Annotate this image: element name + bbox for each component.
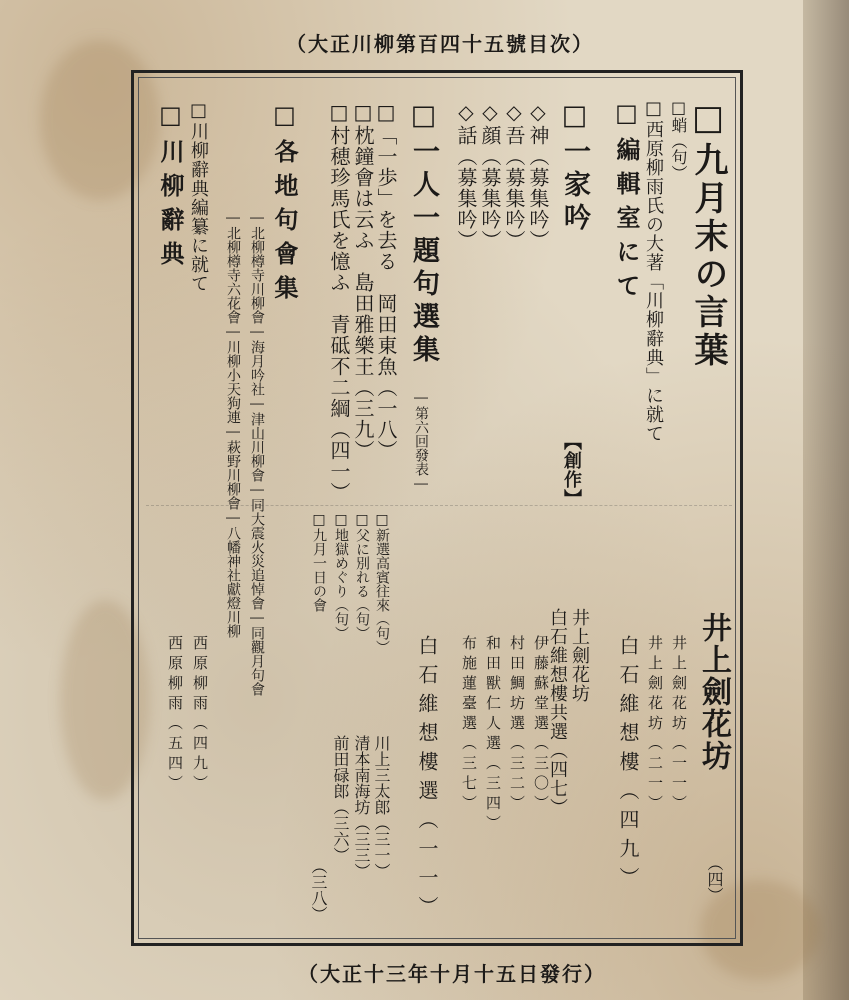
author-entry: 清本南海坊（三三） xyxy=(352,735,371,879)
contents-entry: □編輯室にて xyxy=(612,98,641,307)
contents-entry: □村穂珍馬氏を憶ふ 青砥不二綱（四一） xyxy=(327,100,351,503)
contents-entry: □一家吟 xyxy=(559,100,590,236)
author-entry: 井上劍花坊 xyxy=(569,608,590,703)
contents-entry: □新選高賓往來（句） xyxy=(374,512,390,654)
author-entry: 井上劍花坊（一一） xyxy=(670,635,688,815)
issue-footer: （大正十三年十月十五日發行） xyxy=(298,962,606,986)
author-entry: 村田鯛坊選（三二） xyxy=(508,635,526,815)
contents-entry: ◇話（募集吟） xyxy=(454,100,478,251)
issue-header: （大正川柳第百四十五號目次） xyxy=(286,32,594,56)
author-entry: 川上三太郎（三一） xyxy=(372,735,391,879)
author-entry: （四） xyxy=(705,855,724,903)
contents-entry: □川柳辭典 xyxy=(156,100,185,275)
author-entry: 白石維想樓（四九） xyxy=(616,635,640,896)
contents-entry: □地獄めぐり（句） xyxy=(333,512,349,640)
contents-entry: □各地句會集 xyxy=(270,100,299,309)
contents-entry: ―北柳樽寺六花會―川柳小天狗連―萩野川柳會―八幡神社獻燈川柳 xyxy=(225,210,241,638)
contents-entry: □蛸（句） xyxy=(669,98,688,181)
author-entry: 井上劍花坊（二一） xyxy=(646,635,664,815)
author-entry: 前田碌郎（三六） xyxy=(331,735,350,863)
author-entry: 西原柳雨（四九） xyxy=(191,635,209,795)
contents-entry: □一人一題句選集 xyxy=(408,100,439,368)
contents-entry: ―第六回發表― xyxy=(413,390,429,492)
author-entry: 井上劍花坊 xyxy=(696,612,731,772)
author-entry: 伊藤蘇堂選（三〇） xyxy=(532,635,550,815)
author-entry: 白石維想樓共選（四七） xyxy=(547,608,568,817)
author-entry: 白石維想樓選（一一） xyxy=(415,635,439,925)
contents-entry: □九月末の言葉 xyxy=(688,98,728,370)
author-entry: （三八） xyxy=(309,858,328,922)
binding-gutter xyxy=(803,0,849,1000)
contents-entry: 【創作】 xyxy=(561,432,582,508)
contents-entry: □川柳辭典編纂に就て xyxy=(188,100,209,293)
contents-entry: □父に別れる（句） xyxy=(354,512,370,640)
contents-entry: □枕鐘會は云ふ 島田雅樂王（三九） xyxy=(351,100,375,461)
contents-entry: □「一歩」を去る 岡田東魚（一八） xyxy=(374,100,398,461)
author-entry: 西原柳雨（五四） xyxy=(166,635,184,795)
contents-entry: ◇吾（募集吟） xyxy=(502,100,526,251)
contents-entry: □西原柳雨氏の大著「川柳辭典」に就て xyxy=(643,98,664,443)
author-entry: 布施蓮臺選（三七） xyxy=(460,635,478,815)
contents-entry: ◇顔（募集吟） xyxy=(478,100,502,251)
author-entry: 和田獸仁人選（三四） xyxy=(484,635,502,835)
contents-entry: □九月一日の會 xyxy=(311,512,327,612)
contents-entry: ◇神（募集吟） xyxy=(526,100,550,251)
contents-entry: ―北柳樽寺川柳會―海月吟社―津山川柳會―同大震火災追悼會―同觀月句會 xyxy=(249,210,265,696)
